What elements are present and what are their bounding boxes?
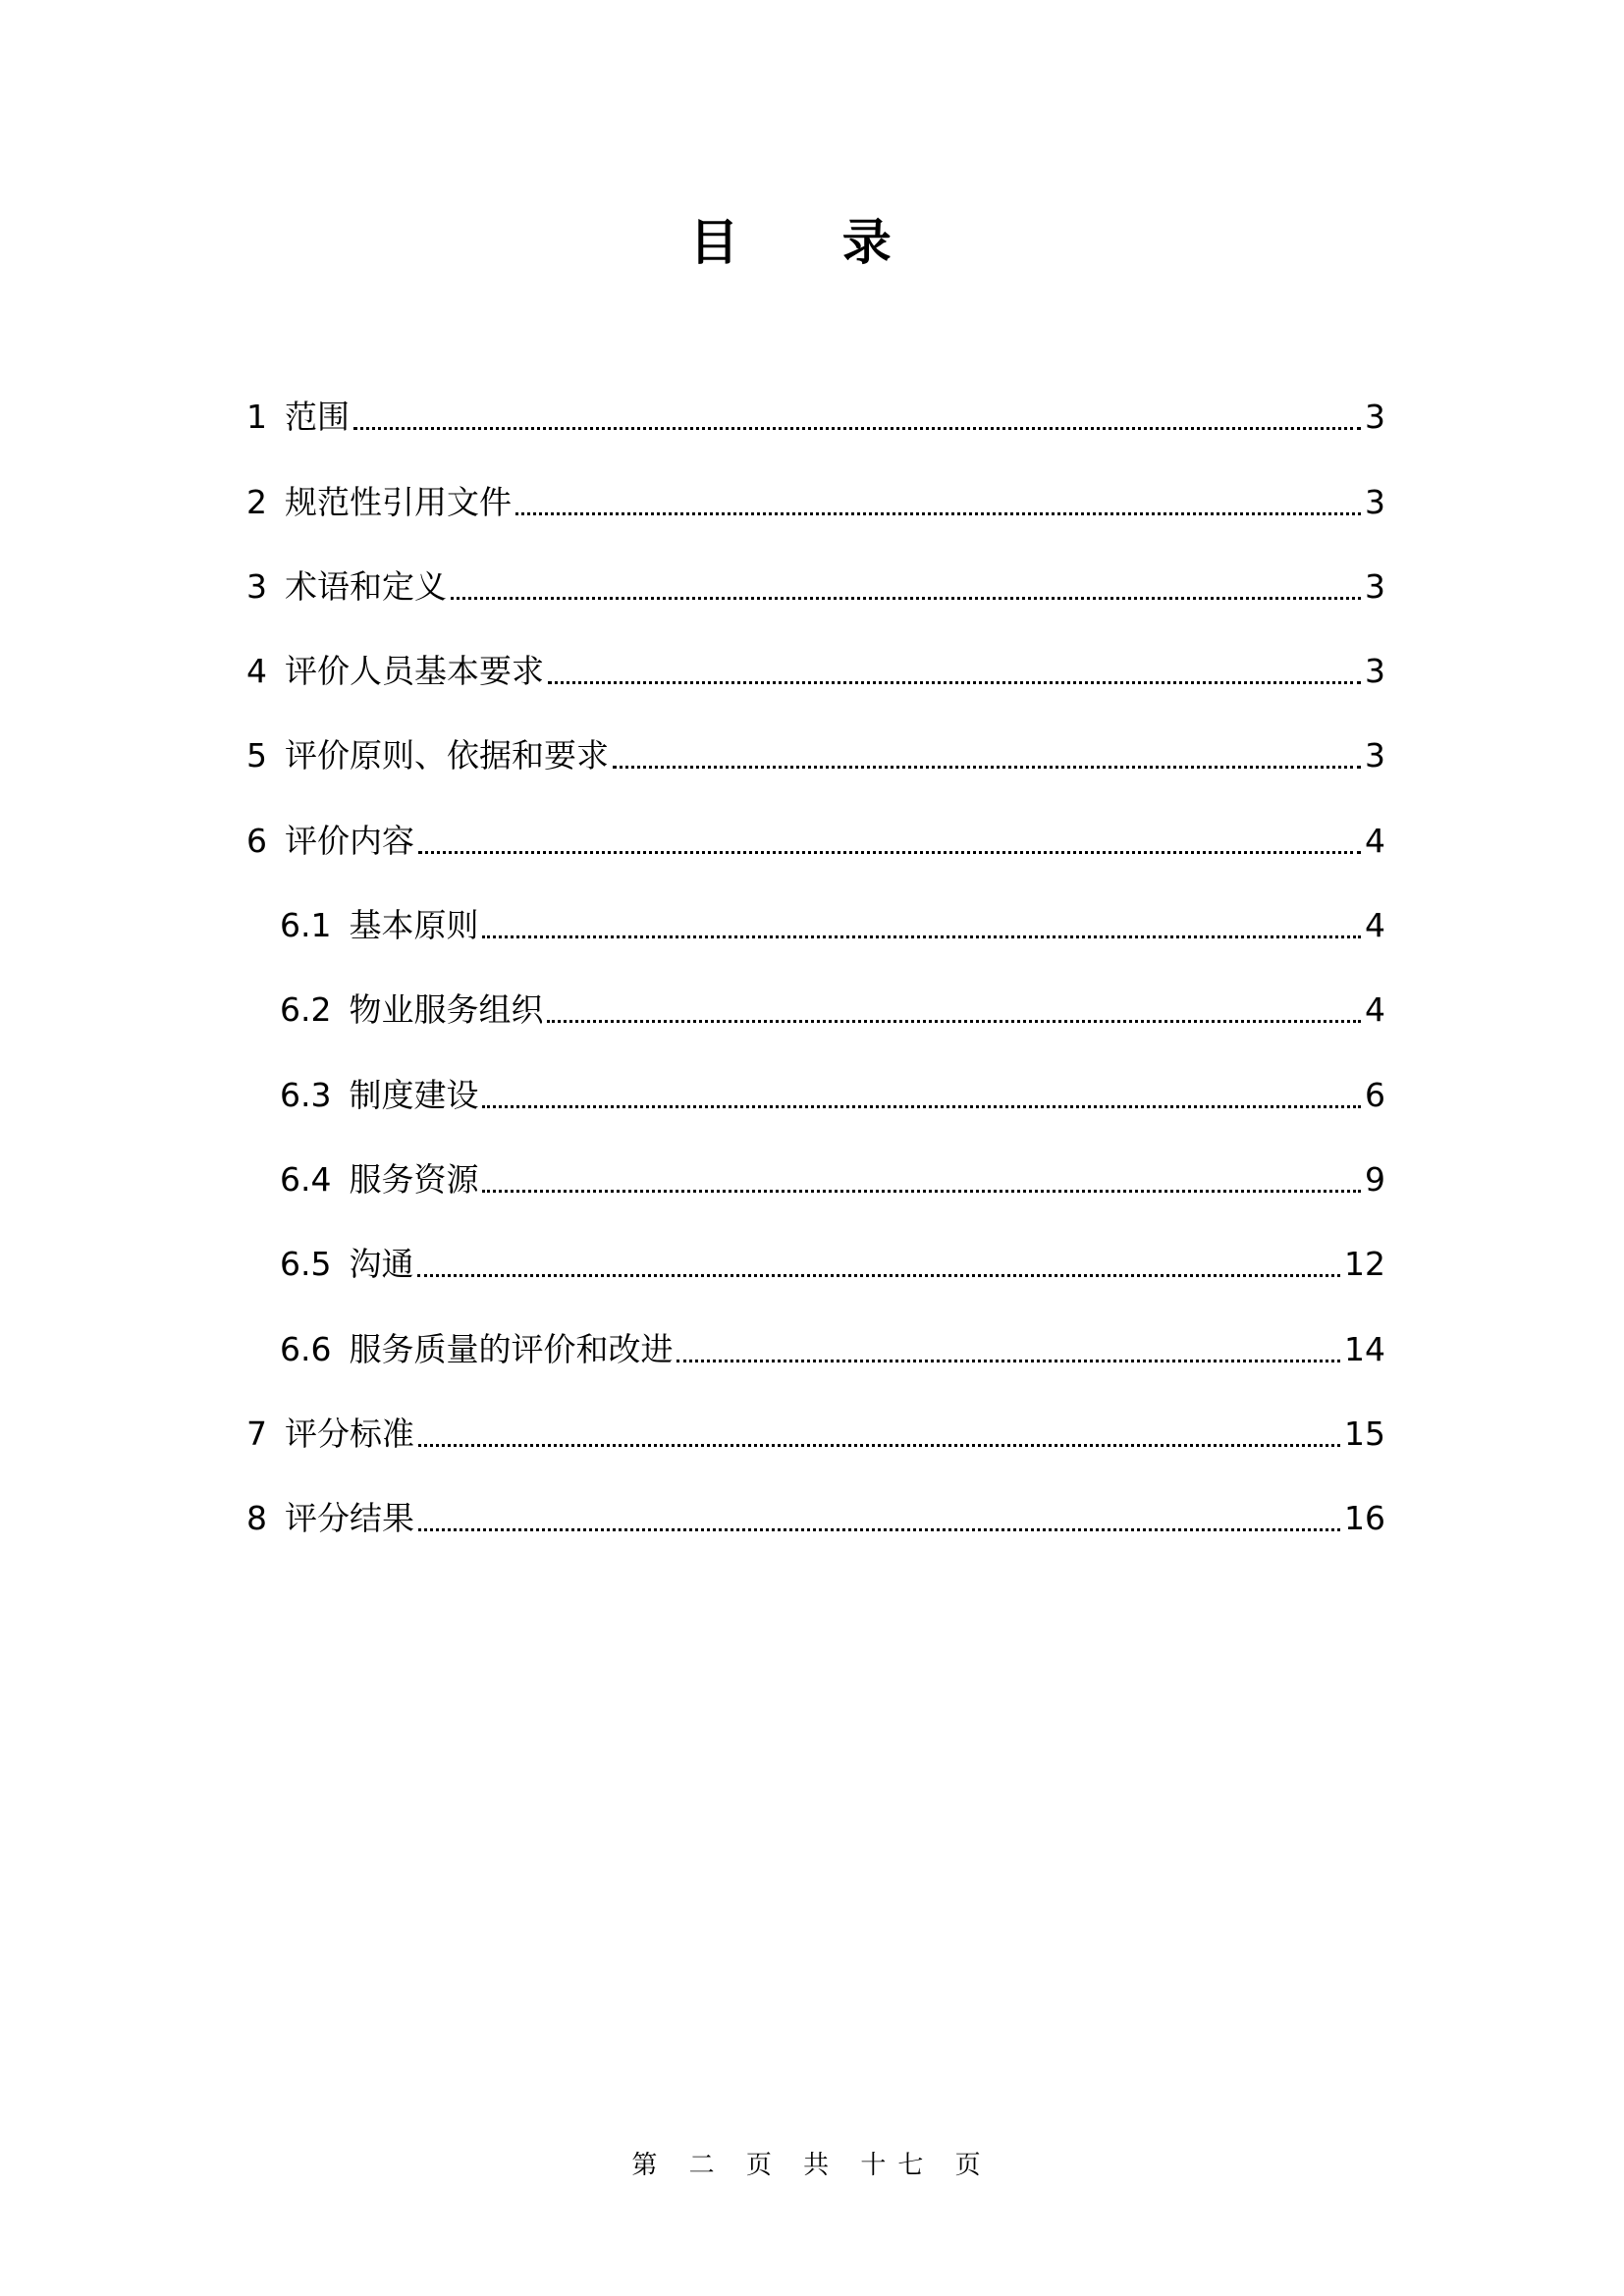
toc-subentry[interactable] bbox=[246, 866, 1385, 950]
toc-entry-page: 4 bbox=[1365, 906, 1385, 945]
toc-entry-page: 3 bbox=[1365, 482, 1385, 521]
toc-entry-number: 2 bbox=[246, 482, 267, 521]
toc-entry-label: 物业服务组织 bbox=[349, 990, 544, 1030]
toc-dot-leader bbox=[417, 1274, 1340, 1277]
toc-entry-number: 5 bbox=[246, 736, 267, 775]
toc-entry-label: 基本原则 bbox=[349, 906, 479, 945]
toc-entry-number: 6.5 bbox=[280, 1245, 332, 1284]
toc-dot-leader bbox=[515, 512, 1361, 515]
toc-entry-page: 14 bbox=[1344, 1329, 1385, 1368]
toc-entry[interactable] bbox=[246, 442, 1385, 526]
toc-entry-label: 评分结果 bbox=[285, 1499, 414, 1538]
toc-entry-label: 评价内容 bbox=[285, 821, 414, 860]
toc-entry-number: 6.4 bbox=[280, 1159, 332, 1199]
toc-entry-label: 沟通 bbox=[349, 1245, 414, 1284]
toc-dot-leader bbox=[613, 766, 1361, 769]
toc-subentry[interactable] bbox=[246, 1289, 1385, 1373]
toc-list bbox=[246, 357, 1385, 1543]
toc-entry[interactable] bbox=[246, 1374, 1385, 1459]
toc-subentry[interactable] bbox=[246, 1204, 1385, 1289]
toc-dot-leader bbox=[418, 1444, 1340, 1447]
toc-entry-label: 评价人员基本要求 bbox=[285, 652, 544, 691]
toc-entry-label: 术语和定义 bbox=[285, 566, 447, 606]
toc-entry[interactable] bbox=[246, 696, 1385, 780]
toc-entry-number: 6 bbox=[246, 821, 267, 860]
toc-entry-label: 制度建设 bbox=[349, 1075, 479, 1114]
toc-entry[interactable] bbox=[246, 357, 1385, 442]
toc-dot-leader bbox=[677, 1360, 1340, 1362]
toc-dot-leader bbox=[451, 597, 1361, 600]
toc-entry-page: 4 bbox=[1365, 990, 1385, 1030]
toc-entry-number: 8 bbox=[246, 1499, 267, 1538]
toc-entry[interactable] bbox=[246, 1459, 1385, 1543]
toc-dot-leader bbox=[548, 681, 1361, 684]
toc-entry-page: 12 bbox=[1344, 1245, 1385, 1284]
toc-entry-number: 6.2 bbox=[280, 990, 332, 1030]
toc-dot-leader bbox=[418, 851, 1361, 854]
toc-entry-number: 7 bbox=[246, 1414, 267, 1453]
toc-entry-number: 4 bbox=[246, 652, 267, 691]
toc-entry-label: 评价原则、依据和要求 bbox=[285, 736, 609, 775]
toc-entry-page: 9 bbox=[1365, 1159, 1385, 1199]
toc-dot-leader bbox=[482, 1190, 1361, 1193]
toc-entry-page: 3 bbox=[1365, 652, 1385, 691]
toc-entry-label: 评分标准 bbox=[285, 1414, 414, 1453]
toc-dot-leader bbox=[482, 935, 1361, 938]
toc-entry-number: 6.1 bbox=[280, 906, 332, 945]
toc-entry-page: 3 bbox=[1365, 736, 1385, 775]
toc-subentry[interactable] bbox=[246, 950, 1385, 1035]
toc-entry-label: 服务资源 bbox=[349, 1159, 479, 1199]
toc-entry[interactable] bbox=[246, 527, 1385, 612]
toc-entry[interactable] bbox=[246, 780, 1385, 865]
toc-entry-number: 1 bbox=[246, 398, 267, 437]
toc-subentry[interactable] bbox=[246, 1035, 1385, 1119]
page-footer: 第 二 页 共 十七 页 bbox=[631, 2151, 993, 2180]
toc-subentry[interactable] bbox=[246, 1120, 1385, 1204]
toc-dot-leader bbox=[547, 1020, 1361, 1023]
toc-dot-leader bbox=[418, 1528, 1340, 1531]
toc-entry-label: 服务质量的评价和改进 bbox=[349, 1329, 674, 1368]
toc-entry[interactable] bbox=[246, 612, 1385, 696]
toc-entry-page: 3 bbox=[1365, 566, 1385, 606]
toc-entry-page: 6 bbox=[1365, 1075, 1385, 1114]
toc-entry-number: 6.6 bbox=[280, 1329, 332, 1368]
toc-entry-label: 规范性引用文件 bbox=[285, 482, 512, 521]
toc-entry-page: 15 bbox=[1344, 1414, 1385, 1453]
toc-dot-leader bbox=[482, 1105, 1361, 1108]
toc-entry-page: 16 bbox=[1344, 1499, 1385, 1538]
toc-entry-number: 6.3 bbox=[280, 1075, 332, 1114]
toc-entry-number: 3 bbox=[246, 566, 267, 606]
toc-entry-page: 4 bbox=[1365, 821, 1385, 860]
toc-entry-page: 3 bbox=[1365, 398, 1385, 437]
toc-dot-leader bbox=[353, 427, 1361, 430]
toc-title: 目 录 bbox=[689, 214, 935, 271]
toc-entry-label: 范围 bbox=[285, 398, 350, 437]
